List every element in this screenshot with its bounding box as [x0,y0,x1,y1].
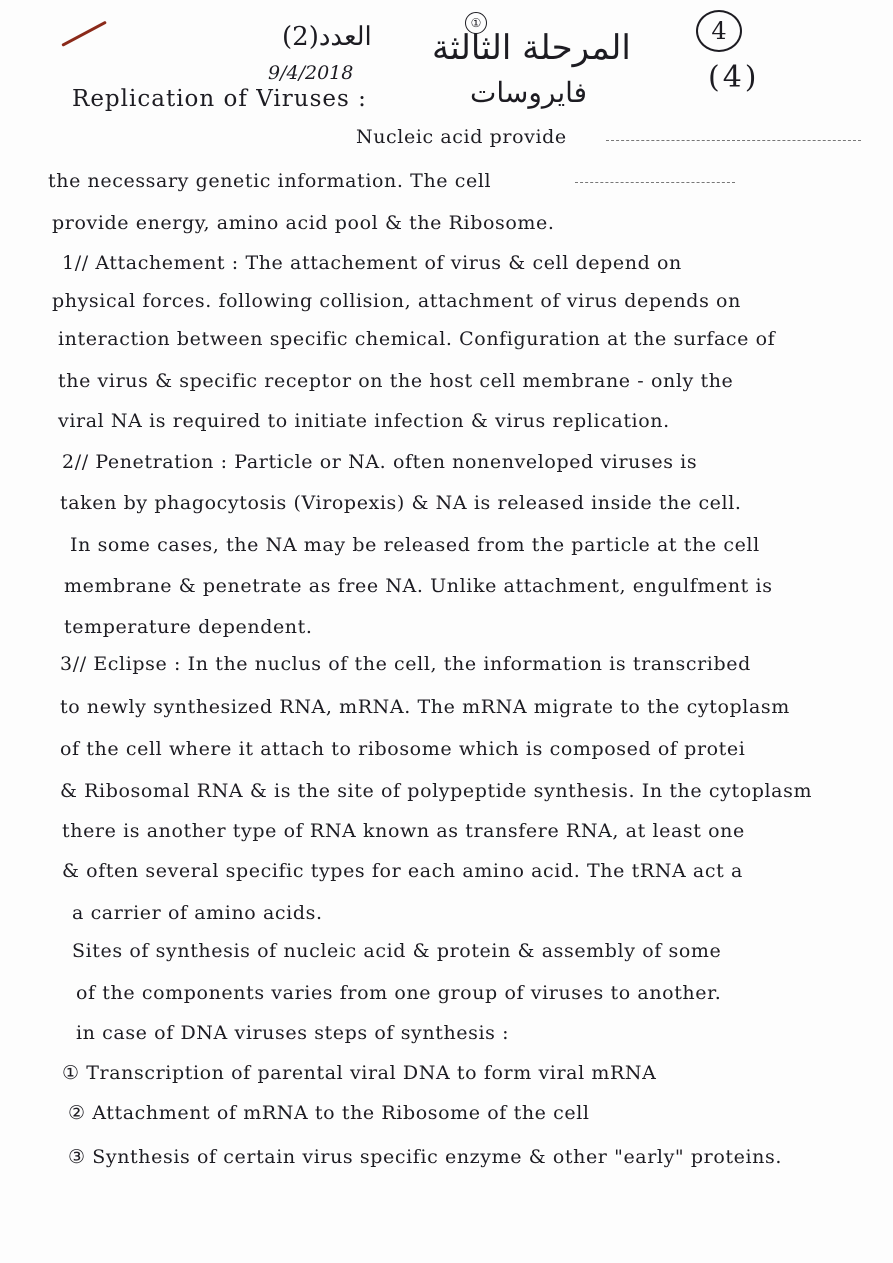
text-line: viral NA is required to initiate infection & virus replication. [58,410,670,432]
subject-label: فايروسات [470,76,588,109]
pen-mark [61,21,107,47]
text-line: to newly synthesized RNA, mRNA. The mRNA migrate to the cytoplasm [60,696,790,718]
text-line: taken by phagocytosis (Viropexis) & NA is released inside the cell. [60,492,742,514]
text-line: 2// Penetration : Particle or NA. often nonenveloped viruses is [62,451,698,473]
lecture-date: 9/4/2018 [268,62,354,84]
text-line: membrane & penetrate as free NA. Unlike attachment, engulfment is [64,575,773,597]
text-line: Nucleic acid provide [356,126,567,148]
stage-label: المرحلة الثالثة [432,28,631,68]
text-line: the virus & specific receptor on the host cell membrane - only the [58,370,734,392]
page-title: Replication of Viruses : [72,86,367,112]
text-line: there is another type of RNA known as transfere RNA, at least one [62,820,745,842]
text-line: & often several specific types for each amino acid. The tRNA act a [62,860,743,882]
text-line: in case of DNA viruses steps of synthesis : [76,1022,510,1044]
text-line: 1// Attachement : The attachement of virus & cell depend on [62,252,682,274]
text-line: the necessary genetic information. The cell [48,170,492,192]
issue-number: ① [470,16,482,30]
page-number-circle [696,10,742,52]
text-line: ③ Synthesis of certain virus specific enzyme & other "early" proteins. [68,1146,782,1168]
text-line: ① Transcription of parental viral DNA to form viral mRNA [62,1062,657,1084]
text-line: ② Attachment of mRNA to the Ribosome of the cell [68,1102,590,1124]
text-line: 3// Eclipse : In the nuclus of the cell, the information is transcribed [60,653,751,675]
text-line: a carrier of amino acids. [72,902,323,924]
dashed-line [606,140,861,141]
text-line: physical forces. following collision, attachment of virus depends on [52,290,741,312]
dashed-line [575,182,735,183]
section-mark: (4) [708,60,760,95]
text-line: & Ribosomal RNA & is the site of polypeptide synthesis. In the cytoplasm [60,780,813,802]
text-line: temperature dependent. [64,616,313,638]
issue-label: العدد(2) [282,22,372,52]
text-line: of the cell where it attach to ribosome which is composed of protei [60,738,746,760]
text-line: provide energy, amino acid pool & the Ribosome. [52,212,555,234]
page-number: 4 [711,17,727,45]
text-line: interaction between specific chemical. Configuration at the surface of [58,328,776,350]
text-line: Sites of synthesis of nucleic acid & protein & assembly of some [72,940,722,962]
text-line: In some cases, the NA may be released from the particle at the cell [70,534,760,556]
text-line: of the components varies from one group of viruses to another. [76,982,722,1004]
